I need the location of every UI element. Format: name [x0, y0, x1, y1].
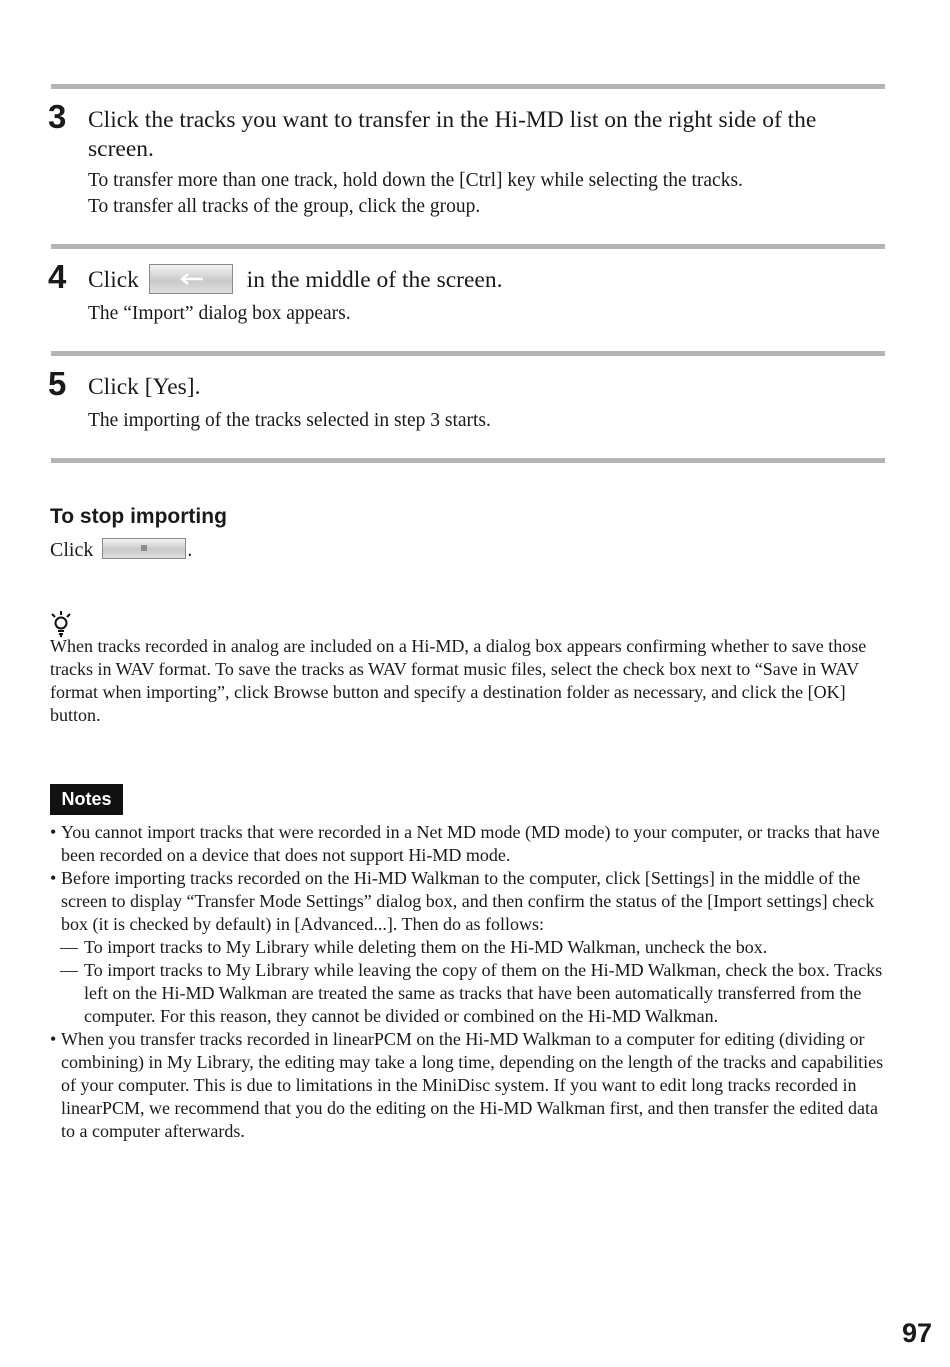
- note-text: When you transfer tracks recorded in linearPCM on the Hi-MD Walkman to a computer for editing (dividing or combining) in My Library, the editing may take a long time, depending on the length of the tracks and capabilities of your computer. This is due to limitations in the MiniDisc system. If you want to edit long tracks recorded in linearPCM, we recommend that you do the editing on the Hi-MD Walkman first, and then transfer the edited data to a computer afterwards.: [61, 1029, 884, 1141]
- note-text: Before importing tracks recorded on the Hi-MD Walkman to the computer, click [Settings] in the middle of the screen to display “Transfer Mode Settings” dialog box, and then confirm the status of the [Import settings] check box (it is checked by default) in [Advanced...]. Then do as follows:: [61, 868, 875, 934]
- notes-badge: Notes: [50, 784, 123, 815]
- step-3-number: 3: [48, 98, 67, 135]
- section-heading: To stop importing: [50, 505, 227, 528]
- stop-text-before: Click: [50, 539, 94, 561]
- stop-importing-instruction: [50, 537, 192, 563]
- note-subitem: [50, 936, 885, 959]
- note-item: [50, 867, 885, 936]
- section-divider: [51, 458, 885, 463]
- section-divider: [51, 351, 885, 356]
- bullet-mark: •: [50, 868, 57, 888]
- bullet-mark: •: [50, 822, 57, 842]
- note-subitem-text: To import tracks to My Library while leaving the copy of them on the Hi-MD Walkman, check the box. Tracks left on the Hi-MD Walkman are treated the same as tracks that have been automatically transferred from the computer. For this reason, they cannot be divided or combined on the Hi-MD Walkman.: [84, 960, 883, 1026]
- page-number: 97: [901, 1318, 932, 1348]
- step-5-instruction: Click [Yes].: [88, 374, 201, 400]
- section-divider: [51, 84, 885, 89]
- note-subitem-text: To import tracks to My Library while deleting them on the Hi-MD Walkman, uncheck the box.: [84, 937, 768, 957]
- tip-text: When tracks recorded in analog are included on a Hi-MD, a dialog box appears confirming whether to save those tracks in WAV format. To save the tracks as WAV format music files, select the check box next to “Save in WAV format when importing”, click Browse button and specify a destination folder as necessary, and click the [OK] button.: [50, 636, 867, 725]
- note-item: [50, 1028, 885, 1143]
- note-item: [50, 821, 885, 867]
- dash-mark: —: [60, 960, 78, 980]
- step-3-note: [88, 168, 888, 220]
- note-text: You cannot import tracks that were recorded in a Net MD mode (MD mode) to your computer, or tracks that have been recorded on a device that does not support Hi-MD mode.: [61, 822, 880, 865]
- step-3-instruction: Click the tracks you want to transfer in the Hi-MD list on the right side of the screen.: [88, 107, 817, 162]
- step-5-number: 5: [48, 365, 67, 402]
- step-4-text-before: Click: [88, 267, 139, 293]
- stop-square-icon: [103, 539, 185, 558]
- step-3-note-line: To transfer all tracks of the group, click the group.: [88, 196, 481, 217]
- step-5-note: The importing of the tracks selected in step 3 starts.: [88, 410, 491, 431]
- step-4-instruction: [88, 266, 888, 297]
- notes-list: [50, 821, 885, 1143]
- step-4-number: 4: [48, 258, 67, 295]
- dash-mark: —: [60, 937, 78, 957]
- stop-button[interactable]: [102, 538, 186, 559]
- section-divider: [51, 244, 885, 249]
- note-subitem: [50, 959, 885, 1028]
- step-3-note-line: To transfer more than one track, hold down the [Ctrl] key while selecting the tracks.: [88, 170, 743, 191]
- stop-text-after: .: [187, 539, 193, 561]
- bullet-mark: •: [50, 1029, 57, 1049]
- step-4-note: The “Import” dialog box appears.: [88, 303, 351, 324]
- import-arrow-button[interactable]: [149, 264, 233, 294]
- left-arrow-icon: [150, 265, 232, 293]
- step-4-text-after: in the middle of the screen.: [246, 267, 503, 293]
